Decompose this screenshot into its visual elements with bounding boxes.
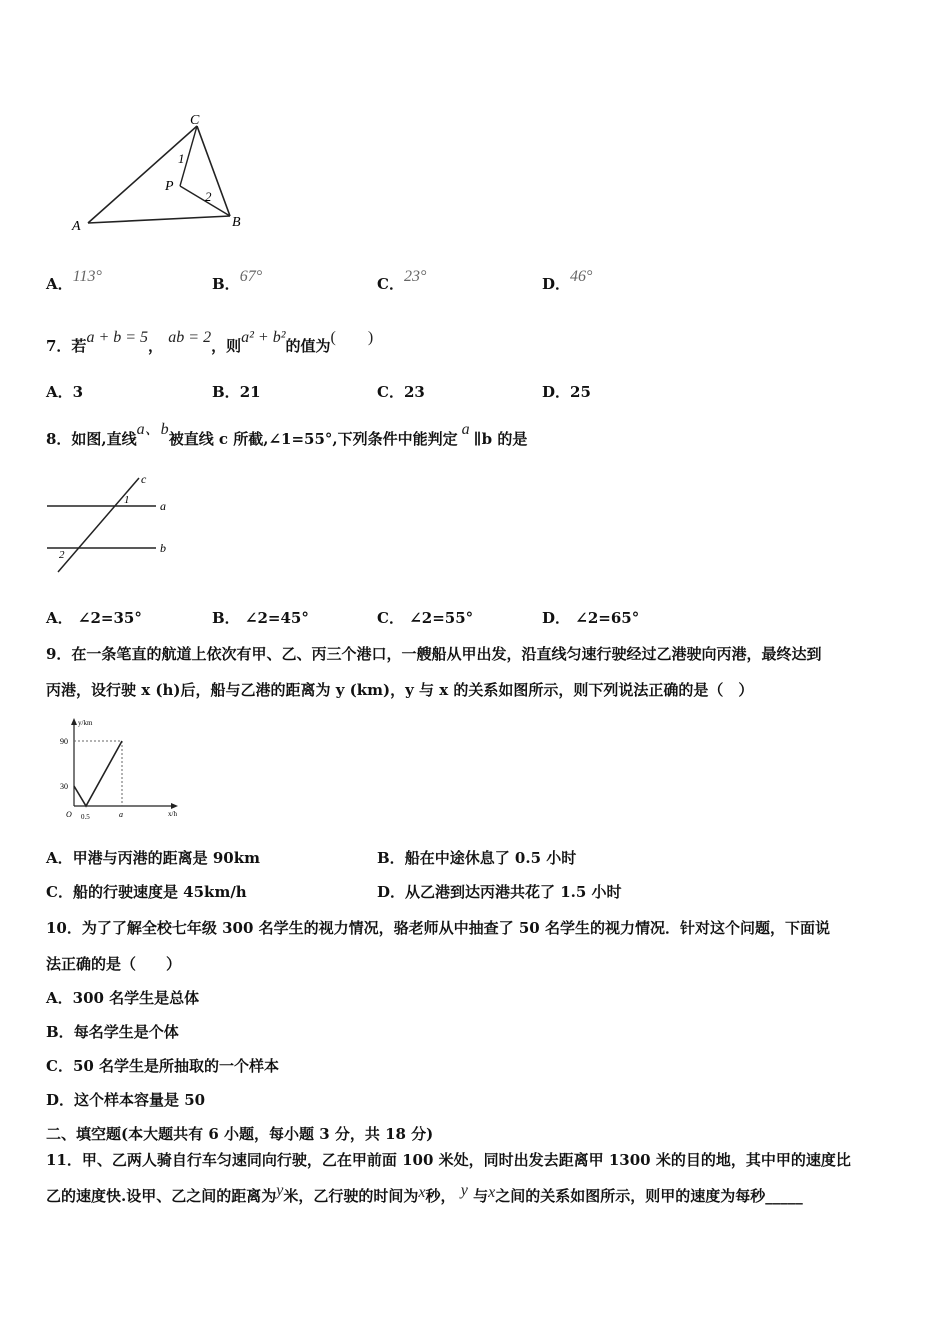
tick-30: 30 [60, 782, 68, 791]
q10-stem-line-1: 10．为了了解全校七年级 300 名学生的视力情况，骆老师从中抽查了 50 名学生的视力情况．针对这个问题，下面说 [46, 919, 830, 937]
distance-time-graph [56, 716, 186, 824]
q9-option-a[interactable]: A．甲港与丙港的距离是 90km [46, 849, 261, 867]
q6-option-c[interactable]: C．23° [377, 268, 427, 293]
q7-answer-paren: ( ) [330, 329, 374, 346]
triangle-side-ab [88, 216, 230, 223]
y-axis-arrow [71, 718, 77, 725]
q10-option-b[interactable]: B．每名学生是个体 [46, 1023, 179, 1041]
q7-option-b[interactable]: B．21 [212, 383, 261, 401]
q6-option-d[interactable]: D．46° [542, 268, 593, 293]
q7-condition-1: a + b = 5 [86, 329, 149, 346]
label-angle-1: 1 [178, 151, 185, 166]
y-axis-label: y/km [78, 719, 93, 727]
q7-option-a[interactable]: A．3 [46, 383, 84, 401]
q9-stem-line-2: 丙港，设行驶 x (h)后，船与乙港的距离为 y (km)，y 与 x 的关系如图所示，则下列说法正确的是（ ） [46, 681, 754, 699]
label-angle-1: 1 [124, 494, 130, 506]
tick-90: 90 [60, 737, 68, 746]
q10-option-a[interactable]: A．300 名学生是总体 [46, 989, 200, 1007]
label-angle-2: 2 [59, 549, 65, 561]
q6-option-a[interactable]: A．113° [46, 268, 102, 293]
triangle-side-cb [197, 126, 230, 216]
q9-option-c[interactable]: C．船的行驶速度是 45km/h [46, 883, 247, 901]
q8-stem: 8．如图,直线a、b被直线 c 所截,∠1=55°,下列条件中能判定a∥b 的是 [46, 421, 528, 448]
parallel-lines-figure [44, 470, 184, 575]
label-p: P [165, 179, 174, 194]
q9-option-b[interactable]: B．船在中途休息了 0.5 小时 [377, 849, 577, 867]
tick-0-5: 0.5 [81, 813, 90, 821]
triangle-figure [60, 108, 260, 243]
q11-stem-line-1: 11．甲、乙两人骑自行车匀速同向行驶，乙在甲前面 100 米处，同时出发去距离甲 1300 米的目的地，其中甲的速度比 [46, 1151, 851, 1169]
q8-option-b[interactable]: B． ∠2=45° [212, 609, 309, 627]
tick-a: a [119, 810, 123, 819]
q8-option-d[interactable]: D． ∠2=65° [542, 609, 640, 627]
q7-stem: 7．若a + b = 5， ab = 2，则a² + b²的值为( ) [46, 329, 374, 355]
line-c [58, 478, 139, 572]
triangle-side-ca [88, 126, 197, 223]
q7-condition-2: ab = 2 [168, 329, 212, 346]
label-a: a [160, 499, 166, 513]
label-a: A [72, 219, 81, 234]
q8-option-c[interactable]: C． ∠2=55° [377, 609, 474, 627]
q7-option-d[interactable]: D．25 [542, 383, 591, 401]
q9-option-d[interactable]: D．从乙港到达丙港共花了 1.5 小时 [377, 883, 622, 901]
x-axis-arrow [171, 803, 178, 809]
q11-stem-line-2: 乙的速度快.设甲、乙之间的距离为y米，乙行驶的时间为x秒， y 与x之间的关系如图所示，则甲的速度为每秒_____ [46, 1182, 803, 1205]
q11-answer-blank[interactable]: _____ [765, 1187, 803, 1205]
q10-stem-line-2: 法正确的是（ ） [46, 955, 182, 973]
q9-stem-line-1: 9．在一条笔直的航道上依次有甲、乙、丙三个港口，一艘船从甲出发，沿直线匀速行驶经过乙港驶向丙港，最终达到 [46, 645, 822, 663]
label-angle-2: 2 [205, 189, 212, 204]
q6-option-b[interactable]: B．67° [212, 268, 263, 293]
graph-line [74, 741, 122, 806]
label-c: C [190, 113, 200, 128]
label-b: b [160, 541, 166, 555]
label-c: c [141, 472, 147, 486]
section-title: 二、填空题(本大题共有 6 小题，每小题 3 分，共 18 分) [46, 1125, 434, 1143]
q10-option-c[interactable]: C．50 名学生是所抽取的一个样本 [46, 1057, 280, 1075]
q7-expression: a² + b² [241, 329, 286, 346]
q7-option-c[interactable]: C．23 [377, 383, 425, 401]
x-axis-label: x/h [168, 810, 177, 818]
origin-label: O [66, 810, 72, 819]
label-b: B [232, 215, 241, 230]
q8-option-a[interactable]: A． ∠2=35° [46, 609, 142, 627]
q10-option-d[interactable]: D．这个样本容量是 50 [46, 1091, 206, 1109]
